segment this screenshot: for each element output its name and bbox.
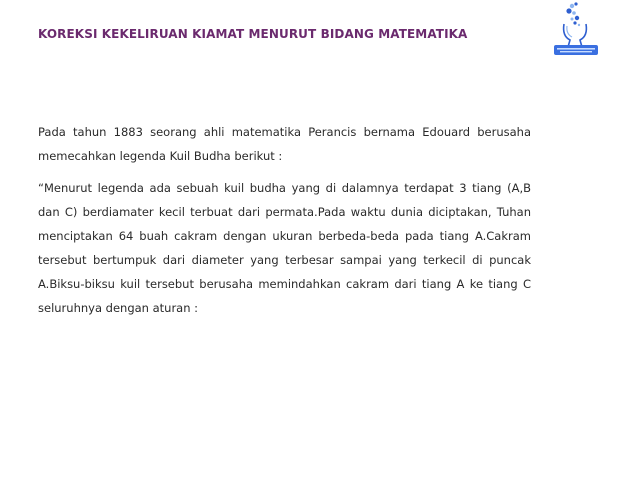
quote-line: seluruhnya dengan aturan : — [38, 301, 199, 315]
intro-line: Pada tahun 1883 seorang ahli matematika Perancis bernama Edouard berusaha — [38, 125, 531, 139]
intro-line: memecahkan legenda Kuil Budha berikut : — [38, 149, 283, 163]
intro-paragraph — [38, 120, 531, 168]
education-logo-icon — [550, 0, 602, 58]
quote-line: tersebut bertumpuk dari diameter yang terbesar sampai yang terkecil di puncak — [38, 253, 531, 267]
quote-line: menciptakan 64 buah cakram dengan ukuran berbeda-beda pada tiang A.Cakram — [38, 229, 531, 243]
slide-title: KOREKSI KEKELIRUAN KIAMAT MENURUT BIDANG MATEMATIKA — [38, 27, 468, 41]
legend-quote-paragraph — [38, 176, 531, 320]
quote-line: A.Biksu-biksu kuil tersebut berusaha memindahkan cakram dari tiang A ke tiang C — [38, 277, 531, 291]
quote-line: “Menurut legenda ada sebuah kuil budha yang di dalamnya terdapat 3 tiang (A,B — [38, 181, 531, 195]
quote-line: dan C) berdiamater kecil terbuat dari permata.Pada waktu dunia diciptakan, Tuhan — [38, 205, 531, 219]
